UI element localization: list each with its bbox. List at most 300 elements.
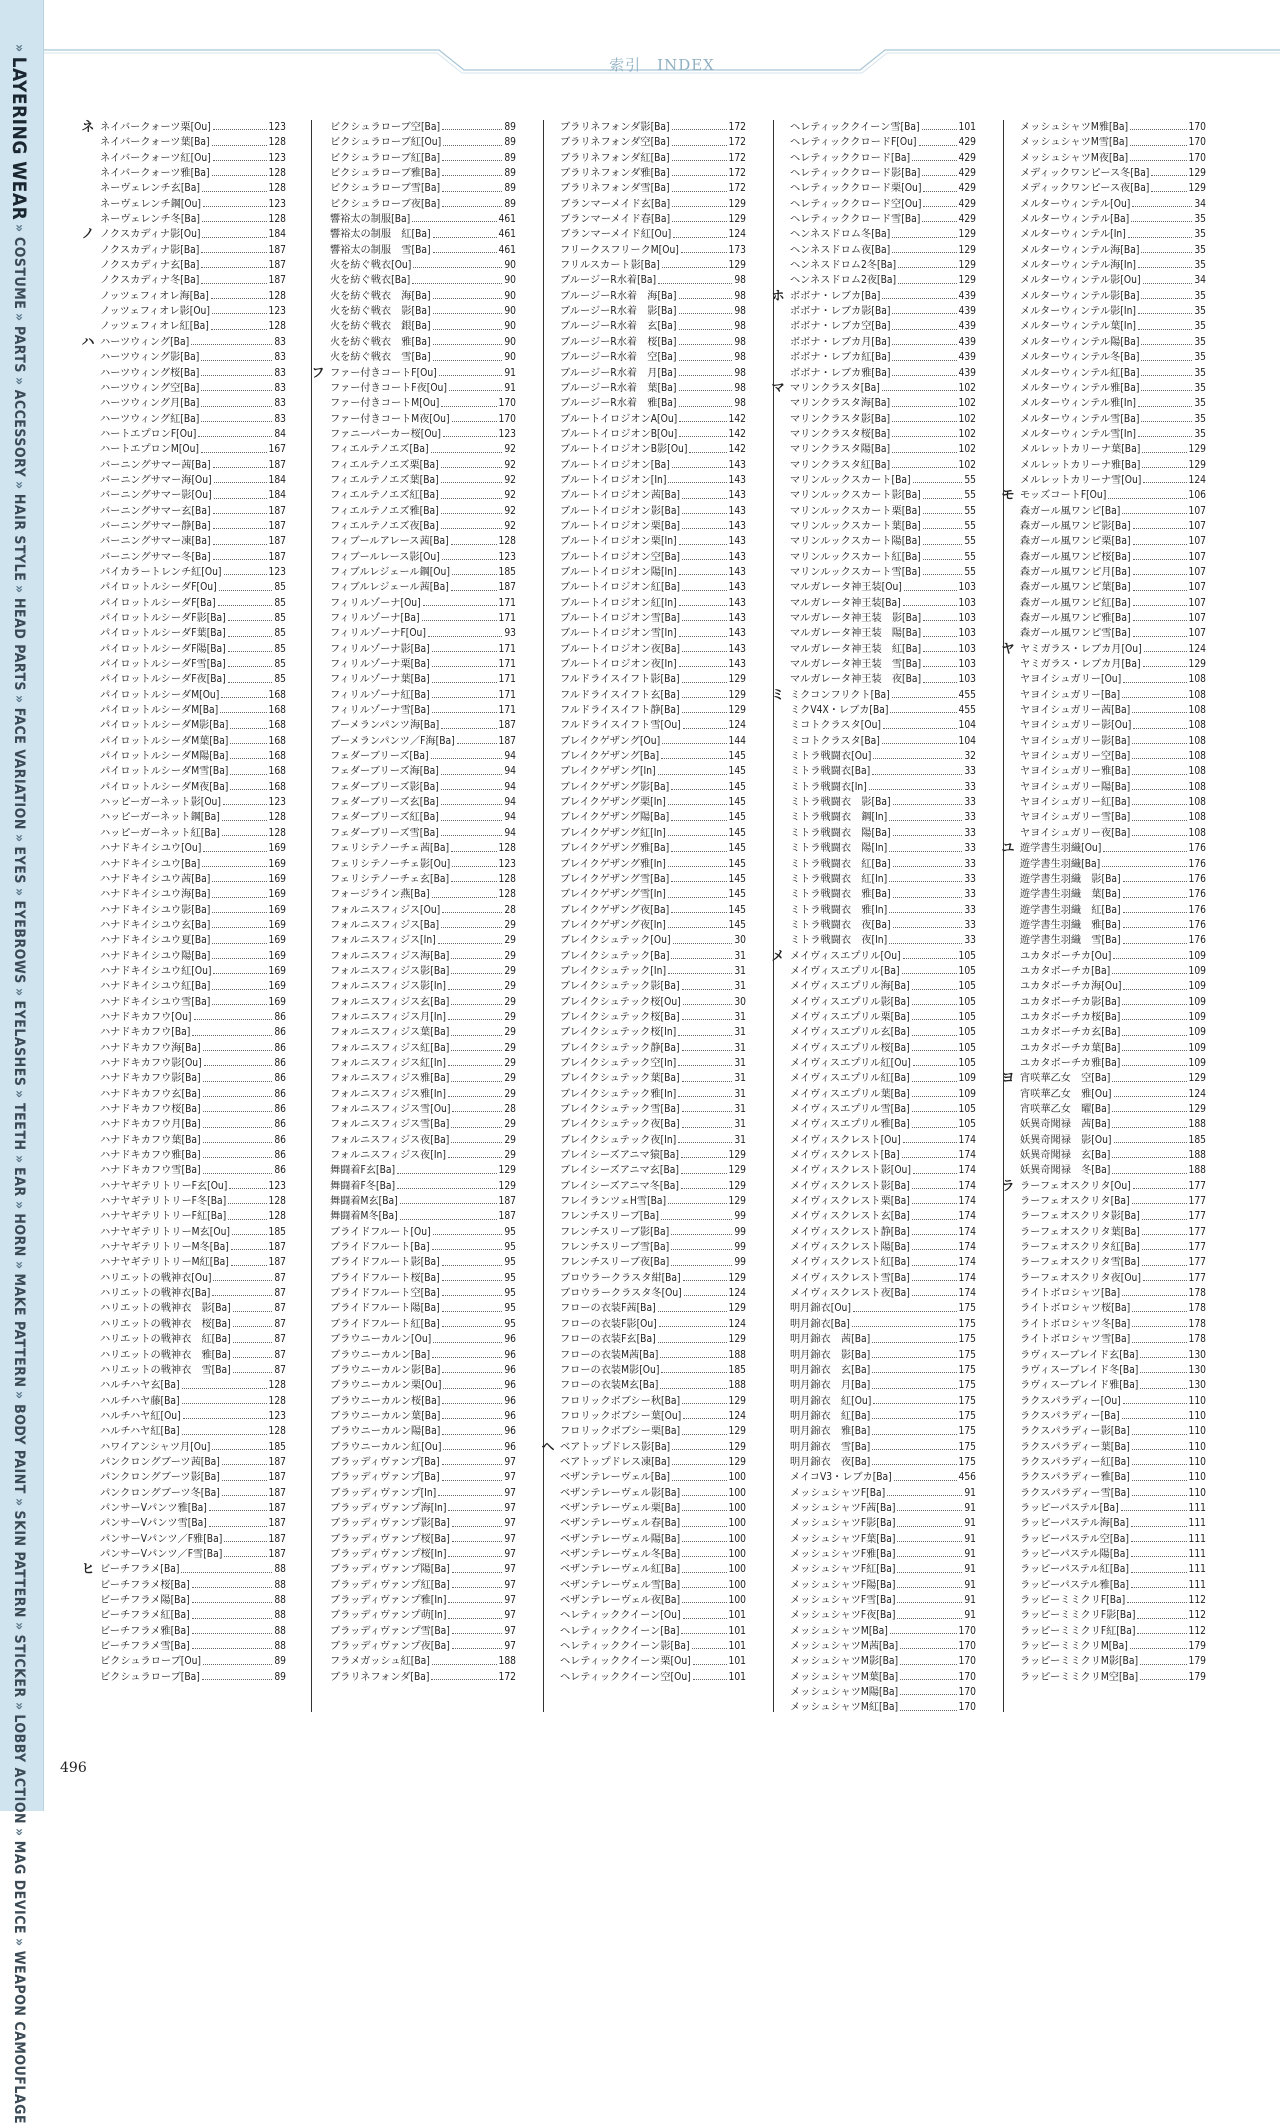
index-entry <box>330 1271 516 1286</box>
dot-leader <box>912 1117 957 1127</box>
entry-name: ブラッディヴァンプ海[In] <box>330 1502 447 1514</box>
entry-name: 森ガール風ワンピ栗[Ba] <box>1020 536 1131 548</box>
dot-leader <box>213 458 267 468</box>
dot-leader <box>214 473 267 483</box>
dot-leader <box>668 857 727 867</box>
entry-page-number: 167 <box>268 444 286 456</box>
entry-name: フローの衣装M玄[Ba] <box>560 1380 659 1392</box>
index-entry <box>1020 120 1206 135</box>
entry-name: パイロットルシーダF夜[Ba] <box>100 674 226 686</box>
entry-page-number: 178 <box>1188 1334 1206 1346</box>
index-entry <box>560 381 746 396</box>
entry-name: フェダーブリーズ紅[Ba] <box>330 812 439 824</box>
entry-name: ブラリネフォンダ紅[Ba] <box>560 152 670 164</box>
dot-leader <box>192 1639 273 1649</box>
index-entry <box>1020 764 1206 779</box>
entry-name: フォルニスフィジス雅[Ba] <box>330 1073 450 1085</box>
entry-page-number: 31 <box>734 965 746 977</box>
chevron-icon: » <box>11 376 27 386</box>
index-entry <box>330 1117 516 1132</box>
dot-leader <box>889 872 962 882</box>
dot-leader <box>872 1424 956 1434</box>
dot-leader <box>1112 964 1186 974</box>
entry-page-number: 100 <box>728 1595 746 1606</box>
dot-leader <box>442 120 502 130</box>
kana-group-heading: ヘ <box>541 1439 555 1455</box>
entry-name: 宵咲華乙女 空[Ba] <box>1020 1073 1111 1085</box>
entry-page-number: 91 <box>964 1487 976 1499</box>
entry-name: 明月錦衣 夜[Ba] <box>790 1456 871 1468</box>
entry-name: マルガレータ神王装 雪[Ba] <box>790 659 922 671</box>
dot-leader <box>682 1010 733 1020</box>
index-entry <box>790 749 976 764</box>
entry-name: パイロットルシーダM夜[Ba] <box>100 781 229 793</box>
dot-leader <box>900 1639 956 1649</box>
index-entry <box>100 1424 286 1439</box>
dot-leader <box>1132 810 1186 820</box>
index-entry <box>330 473 516 488</box>
dot-leader <box>1132 1455 1187 1465</box>
dot-leader <box>912 1102 957 1112</box>
entry-page-number: 29 <box>504 935 516 947</box>
entry-page-number: 107 <box>1188 566 1206 578</box>
entry-page-number: 176 <box>1188 919 1206 931</box>
index-entry <box>330 1041 516 1056</box>
index-entry <box>1020 795 1206 810</box>
entry-page-number: 110 <box>1188 1410 1206 1422</box>
dot-leader <box>448 1547 502 1557</box>
entry-name: ミトラ戦闘衣 夜[In] <box>790 935 888 947</box>
index-entry <box>100 1194 286 1209</box>
index-entry <box>560 504 746 519</box>
entry-page-number: 123 <box>268 1180 286 1192</box>
dot-leader <box>211 319 267 329</box>
dot-leader <box>212 887 266 897</box>
index-entry <box>560 258 746 273</box>
dot-leader <box>448 979 502 989</box>
entry-page-number: 91 <box>504 382 516 394</box>
entry-page-number: 130 <box>1188 1364 1206 1376</box>
dot-leader <box>442 151 502 161</box>
entry-name: バーニングサマー凍[Ba] <box>100 536 211 548</box>
index-entry <box>330 258 516 273</box>
index-entry <box>790 1440 976 1455</box>
entry-page-number: 439 <box>958 367 976 379</box>
index-entry <box>100 979 286 994</box>
entry-name: ヘレティッククイーン[Ba] <box>560 1625 680 1637</box>
index-entry <box>100 611 286 626</box>
entry-page-number: 86 <box>274 1088 286 1100</box>
entry-page-number: 29 <box>504 1073 516 1085</box>
entry-page-number: 128 <box>498 843 516 855</box>
dot-leader <box>662 734 726 744</box>
entry-name: ハナドキイシユウ夏[Ba] <box>100 935 211 947</box>
dot-leader <box>679 534 727 544</box>
entry-name: ブロウラークラスタ冬[Ou] <box>560 1288 682 1300</box>
entry-name: ラクスパラディー紅[Ba] <box>1020 1456 1130 1468</box>
dot-leader <box>872 1455 956 1465</box>
entry-name: ハーツウィング影[Ba] <box>100 352 200 364</box>
entry-name: フォルニスフィジス影[Ba] <box>330 965 450 977</box>
entry-name: バーニングサマー玄[Ba] <box>100 505 211 517</box>
dot-leader <box>923 611 956 621</box>
dot-leader <box>892 304 956 314</box>
entry-name: メッシュシャツM陽[Ba] <box>790 1687 899 1699</box>
entry-name: ハナドキカフウ[Ou] <box>100 1011 192 1023</box>
index-entry <box>560 412 746 427</box>
dot-leader <box>213 519 267 529</box>
dot-leader <box>1122 1056 1186 1066</box>
index-entry <box>100 427 286 442</box>
entry-page-number: 129 <box>728 198 746 210</box>
dot-leader <box>428 626 502 636</box>
dot-leader <box>224 1547 266 1557</box>
entry-name: フォルニスフィジス[Ou] <box>330 904 441 916</box>
index-entry <box>330 1639 516 1654</box>
entry-page-number: 93 <box>504 628 516 640</box>
entry-name: フレンチスリーブ雪[Ba] <box>560 1242 670 1254</box>
dot-leader <box>682 1562 726 1572</box>
entry-name: メッシュシャツF紅[Ba] <box>790 1564 896 1576</box>
index-entry <box>790 1194 976 1209</box>
entry-name: ブラッディヴァンプ陽[Ba] <box>330 1564 450 1576</box>
index-entry <box>1020 534 1206 549</box>
index-entry <box>1020 1639 1206 1654</box>
index-entry <box>1020 964 1206 979</box>
dot-leader <box>682 672 727 682</box>
entry-page-number: 144 <box>728 735 746 747</box>
entry-name: メイヴィスクレスト影[Ou] <box>790 1165 911 1177</box>
index-entry <box>330 197 516 212</box>
dot-leader <box>1112 1102 1186 1112</box>
index-entry <box>100 197 286 212</box>
entry-page-number: 97 <box>504 1625 516 1637</box>
index-entry <box>1001 641 1206 657</box>
entry-name: ヘレティッククロードF[Ou] <box>790 137 917 149</box>
entry-page-number: 90 <box>504 275 516 287</box>
dot-leader <box>442 1301 503 1311</box>
dot-leader <box>923 534 963 544</box>
entry-name: ブレイクシュテック[In] <box>560 965 667 977</box>
entry-name: ブレイクゲザング夜[Ba] <box>560 904 670 916</box>
entry-name: フローの衣装F影[Ou] <box>560 1318 657 1330</box>
index-entry <box>100 872 286 887</box>
entry-page-number: 123 <box>268 198 286 210</box>
entry-page-number: 100 <box>728 1564 746 1576</box>
index-entry <box>100 1056 286 1071</box>
entry-page-number: 29 <box>504 996 516 1008</box>
index-entry <box>560 197 746 212</box>
entry-name: ラッピーミミクリM空[Ba] <box>1020 1671 1139 1683</box>
index-entry <box>560 1148 746 1163</box>
dot-leader <box>1143 657 1187 667</box>
entry-page-number: 184 <box>268 490 286 502</box>
dot-leader <box>230 718 266 728</box>
index-entry <box>1020 1301 1206 1316</box>
index-entry <box>100 1654 286 1669</box>
entry-page-number: 97 <box>504 1518 516 1530</box>
entry-name: ラクスパラディー雅[Ba] <box>1020 1472 1130 1484</box>
entry-page-number: 170 <box>958 1641 976 1653</box>
entry-name: ハッピーガーネット影[Ou] <box>100 797 221 809</box>
entry-page-number: 439 <box>958 336 976 348</box>
entry-name: フリークスフリークM[Ou] <box>560 244 679 256</box>
dot-leader <box>443 135 502 145</box>
index-entry <box>560 1501 746 1516</box>
index-entry <box>790 1700 976 1715</box>
index-entry <box>790 319 976 334</box>
index-entry <box>771 948 976 964</box>
column-divider <box>311 120 312 1712</box>
index-entry <box>1020 1608 1206 1623</box>
index-entry <box>100 565 286 580</box>
dot-leader <box>1141 289 1192 299</box>
index-entry <box>790 427 976 442</box>
entry-page-number: 98 <box>734 367 746 379</box>
dot-leader <box>684 1286 727 1296</box>
entry-page-number: 187 <box>268 1456 286 1468</box>
index-entry <box>790 1301 976 1316</box>
dot-leader <box>212 949 266 959</box>
dot-leader <box>192 1593 273 1603</box>
entry-name: ラーフェオスクリタ影[Ba] <box>1020 1211 1140 1223</box>
entry-page-number: 177 <box>1188 1242 1206 1254</box>
dot-leader <box>692 1639 727 1649</box>
dot-leader <box>682 1394 726 1404</box>
entry-name: ミクV4X・レブカ[Ba] <box>790 705 889 717</box>
entry-name: マリンルックスカート葉[Ba] <box>790 520 921 532</box>
dot-leader <box>1113 949 1186 959</box>
entry-page-number: 109 <box>1188 1011 1206 1023</box>
dot-leader <box>660 1348 726 1358</box>
index-entry <box>790 672 976 687</box>
entry-name: パイロットルシーダF陽[Ba] <box>100 643 226 655</box>
entry-page-number: 143 <box>728 597 746 609</box>
dot-leader <box>679 304 733 314</box>
entry-page-number: 129 <box>1188 444 1206 456</box>
entry-page-number: 143 <box>728 551 746 563</box>
index-entry <box>1020 1532 1206 1547</box>
dot-leader <box>1141 335 1192 345</box>
entry-page-number: 108 <box>1188 797 1206 809</box>
index-entry <box>560 1532 746 1547</box>
dot-leader <box>192 1608 273 1618</box>
entry-name: ベザンテレーヴェル雪[Ba] <box>560 1579 681 1591</box>
entry-page-number: 29 <box>504 1027 516 1039</box>
dot-leader <box>432 703 497 713</box>
entry-name: ブレイクシュテック夜[Ba] <box>560 1119 680 1131</box>
entry-page-number: 91 <box>964 1564 976 1576</box>
index-entry <box>330 795 516 810</box>
entry-page-number: 129 <box>728 1441 746 1453</box>
dot-leader <box>443 1440 502 1450</box>
entry-name: ハリエットの戦神衣 紅[Ba] <box>100 1334 231 1346</box>
entry-page-number: 178 <box>1188 1288 1206 1300</box>
entry-page-number: 429 <box>958 198 976 210</box>
entry-name: 火を紡ぐ戦衣[Ou] <box>330 260 412 272</box>
index-entry <box>100 1378 286 1393</box>
dot-leader <box>912 1225 957 1235</box>
index-entry <box>1020 1209 1206 1224</box>
entry-name: ブルージーR水着 月[Ba] <box>560 367 677 379</box>
dot-leader <box>1143 1271 1187 1281</box>
entry-name: ヘンネスドロム2冬[Ba] <box>790 260 897 272</box>
entry-name: ヘレティッククイーン栗[Ou] <box>560 1656 691 1668</box>
entry-name: ハナドキカフウ海[Ba] <box>100 1042 201 1054</box>
entry-name: パイロットルシーダM[Ou] <box>100 689 220 701</box>
index-entry <box>330 1409 516 1424</box>
entry-page-number: 96 <box>504 1364 516 1376</box>
dot-leader <box>892 688 957 698</box>
dot-leader <box>889 810 962 820</box>
entry-page-number: 124 <box>728 229 746 241</box>
entry-page-number: 168 <box>268 720 286 732</box>
entry-name: ハナドキイシユウ茜[Ba] <box>100 873 211 885</box>
index-entry <box>790 1056 976 1071</box>
index-entry <box>100 396 286 411</box>
index-entry <box>330 1133 516 1148</box>
dot-leader <box>682 1593 726 1603</box>
dot-leader <box>668 1194 726 1204</box>
entry-name: ラーフェオスクリタ夜[Ou] <box>1020 1272 1141 1284</box>
dot-leader <box>223 795 267 805</box>
entry-page-number: 29 <box>504 1088 516 1100</box>
dot-leader <box>452 1516 503 1526</box>
dot-leader <box>230 734 266 744</box>
entry-page-number: 29 <box>504 1119 516 1131</box>
entry-page-number: 89 <box>274 1656 286 1668</box>
entry-page-number: 35 <box>1194 229 1206 241</box>
index-entry <box>560 903 746 918</box>
entry-page-number: 88 <box>274 1579 286 1591</box>
dot-leader <box>412 212 496 222</box>
index-entry <box>1020 872 1206 887</box>
index-entry <box>560 1271 746 1286</box>
entry-page-number: 102 <box>958 459 976 471</box>
index-entry <box>330 504 516 519</box>
entry-name: ブラッディヴァンプ雪[Ba] <box>330 1625 450 1637</box>
entry-page-number: 104 <box>958 720 976 732</box>
entry-page-number: 83 <box>274 398 286 410</box>
dot-leader <box>668 826 727 836</box>
entry-name: フィエルテノエズ紅[Ba] <box>330 490 439 502</box>
index-entry <box>560 1071 746 1086</box>
entry-page-number: 176 <box>1188 858 1206 870</box>
index-entry <box>330 841 516 856</box>
entry-name: ブラッディヴァンプ[In] <box>330 1487 437 1499</box>
entry-page-number: 177 <box>1188 1196 1206 1208</box>
entry-name: ミトラ戦闘衣 紅[Ba] <box>790 858 891 870</box>
entry-page-number: 101 <box>728 1610 746 1622</box>
entry-page-number: 128 <box>268 183 286 195</box>
entry-name: 森ガール風ワンピ影[Ba] <box>1020 520 1131 532</box>
index-entry <box>790 1547 976 1562</box>
entry-name: ブルートイロジオン栗[Ba] <box>560 520 681 532</box>
dot-leader <box>912 1286 957 1296</box>
kana-group-heading: ユ <box>1001 841 1015 857</box>
index-entry <box>330 1501 516 1516</box>
dot-leader <box>671 1240 732 1250</box>
index-entry <box>1020 918 1206 933</box>
entry-page-number: 105 <box>958 1057 976 1069</box>
dot-leader <box>1137 1624 1186 1634</box>
index-entry <box>1020 1654 1206 1669</box>
entry-name: ハナドキカフウ影[Ba] <box>100 1073 201 1085</box>
dot-leader <box>438 933 503 943</box>
dot-leader <box>873 1394 956 1404</box>
index-entry <box>560 918 746 933</box>
entry-page-number: 124 <box>728 1288 746 1300</box>
index-entry <box>330 703 516 718</box>
dot-leader <box>228 611 273 621</box>
entry-name: ネイバークォーツ雅[Ba] <box>100 168 210 180</box>
entry-page-number: 103 <box>958 582 976 594</box>
entry-name: 火を紡ぐ戦衣 雪[Ba] <box>330 352 431 364</box>
dot-leader <box>872 1409 956 1419</box>
entry-page-number: 145 <box>728 812 746 824</box>
dot-leader <box>201 366 272 376</box>
chevron-icon: » <box>11 1621 27 1631</box>
entry-page-number: 123 <box>268 306 286 318</box>
dot-leader <box>872 764 962 774</box>
entry-name: ブレイクシュテック影[Ba] <box>560 981 680 993</box>
entry-name: フレンチスリーブ[Ba] <box>560 1211 659 1223</box>
dot-leader <box>892 350 956 360</box>
entry-page-number: 129 <box>498 1180 516 1192</box>
dot-leader <box>912 1209 957 1219</box>
dot-leader <box>457 734 497 744</box>
entry-page-number: 170 <box>498 413 516 425</box>
dot-leader <box>1112 1071 1186 1081</box>
dot-leader <box>222 826 267 836</box>
index-entry <box>560 1624 746 1639</box>
entry-page-number: 88 <box>274 1625 286 1637</box>
dot-leader <box>202 181 267 191</box>
side-tab-label: HORN <box>11 1213 27 1257</box>
dot-leader <box>672 151 727 161</box>
entry-page-number: 187 <box>268 260 286 272</box>
dot-leader <box>433 304 503 314</box>
entry-name: メイヴィスクレスト影[Ba] <box>790 1180 910 1192</box>
chevron-icon: » <box>11 887 27 897</box>
entry-page-number: 86 <box>274 1150 286 1162</box>
index-entry <box>100 918 286 933</box>
entry-name: メイヴィスエプリル雅[Ba] <box>790 1119 910 1131</box>
index-entry <box>100 1608 286 1623</box>
index-entry <box>330 1486 516 1501</box>
dot-leader <box>897 1608 962 1618</box>
entry-page-number: 86 <box>274 1057 286 1069</box>
entry-name: 響裕太の制服[Ba] <box>330 214 411 226</box>
index-entry <box>560 964 746 979</box>
entry-name: ファー付きコートM[Ou] <box>330 398 440 410</box>
entry-name: ブランマーメイド春[Ba] <box>560 214 671 226</box>
index-entry <box>330 688 516 703</box>
index-entry <box>100 780 286 795</box>
dot-leader <box>890 703 956 713</box>
entry-page-number: 35 <box>1194 244 1206 256</box>
dot-leader <box>882 734 957 744</box>
entry-name: メルターウィンテル[In] <box>1020 229 1126 241</box>
entry-name: ブレイシーズアニマ猿[Ba] <box>560 1150 679 1162</box>
index-entry <box>1020 857 1206 872</box>
index-entry <box>330 826 516 841</box>
entry-page-number: 95 <box>504 1303 516 1315</box>
entry-page-number: 86 <box>274 1042 286 1054</box>
entry-page-number: 168 <box>268 781 286 793</box>
dot-leader <box>202 227 266 237</box>
entry-name: ラッピーパステル海[Ba] <box>1020 1518 1129 1530</box>
